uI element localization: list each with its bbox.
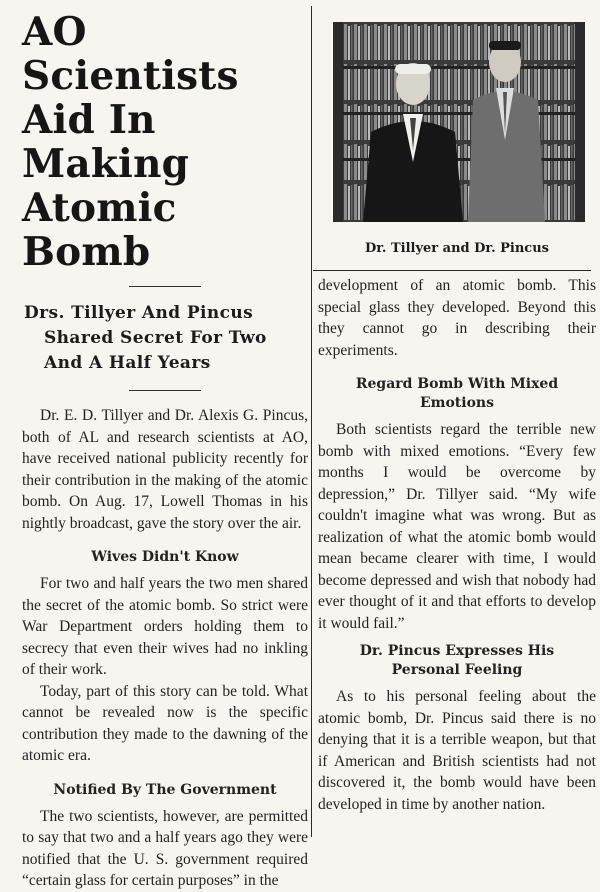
paragraph: The two scientists, however, are permitted to say that two and a half years ago they were notified that the U. S. government required “certain glass for certain purposes” in the <box>22 807 308 889</box>
column-divider <box>311 6 312 837</box>
subhead-personal-feeling <box>318 642 596 680</box>
paragraph: Dr. E. D. Tillyer and Dr. Alexis G. Pincus, both of AL and research scientists at AO, have received national publicity recently for their contribution in the making of the atomic bomb. On Aug. 17, Lowell Thomas in his nightly broadcast, gave the story over the air. <box>22 407 308 532</box>
headline-rule <box>129 286 201 287</box>
subhead-mixed-emotions <box>318 375 596 413</box>
subhead-line-2: Emotions <box>419 395 494 411</box>
deck-line-1: Drs. Tillyer And Pincus <box>24 303 254 323</box>
paragraph: Both scientists regard the terrible new bomb with mixed emotions. “Every few months I would be overcome by depression,” Dr. Tillyer said. “My wife couldn't imagine what was wrong. But as realization of what the atomic bomb would mean became clearer with time, I would become depressed and wish that nobody had ever thought of it and that efforts to develop it would fail.” <box>318 421 596 632</box>
headline-line-3: Atomic Bomb <box>22 185 177 275</box>
headline-line-1: AO Scientists <box>22 9 239 99</box>
paragraph: development of an atomic bomb. This special glass they developed. Beyond this they cannot go in describing their experiments. <box>318 277 596 359</box>
subhead-line-1: Dr. Pincus Expresses His <box>359 643 555 659</box>
headline <box>22 10 308 274</box>
deck-rule <box>129 390 201 391</box>
paragraph: For two and half years the two men shared the secret of the atomic bomb. So strict were War Department orders holding them to secrecy that even their wives had no inkling of their work. <box>22 575 308 678</box>
photo-caption: Dr. Tillyer and Dr. Pincus <box>365 241 549 256</box>
article-body-left <box>22 405 308 892</box>
subhead-notified: Notified By The Government <box>53 781 277 798</box>
article-body-right <box>318 275 596 815</box>
subhead-line-1: Regard Bomb With Mixed <box>355 376 559 392</box>
paragraph: As to his personal feeling about the atomic bomb, Dr. Pincus said there is no denying that it is a terrible weapon, but that if American and British scientists had not discovered it, the bomb would have been developed in time by another nation. <box>318 688 596 813</box>
deck-line-2: Shared Secret For Two <box>44 328 267 348</box>
caption-rule <box>313 270 591 271</box>
photo-illustration <box>333 22 585 222</box>
photo <box>333 22 585 222</box>
paragraph: Today, part of this story can be told. What cannot be revealed now is the specific contribution they made to the dawning of the atomic era. <box>22 682 308 764</box>
right-column <box>318 10 596 837</box>
deck-line-3: And A Half Years <box>44 353 211 373</box>
left-column <box>22 9 308 889</box>
subhead-line-2: Personal Feeling <box>391 662 523 678</box>
deck-headline <box>22 301 308 376</box>
headline-line-2: Aid In Making <box>22 97 190 187</box>
subhead-wives: Wives Didn't Know <box>91 549 239 565</box>
